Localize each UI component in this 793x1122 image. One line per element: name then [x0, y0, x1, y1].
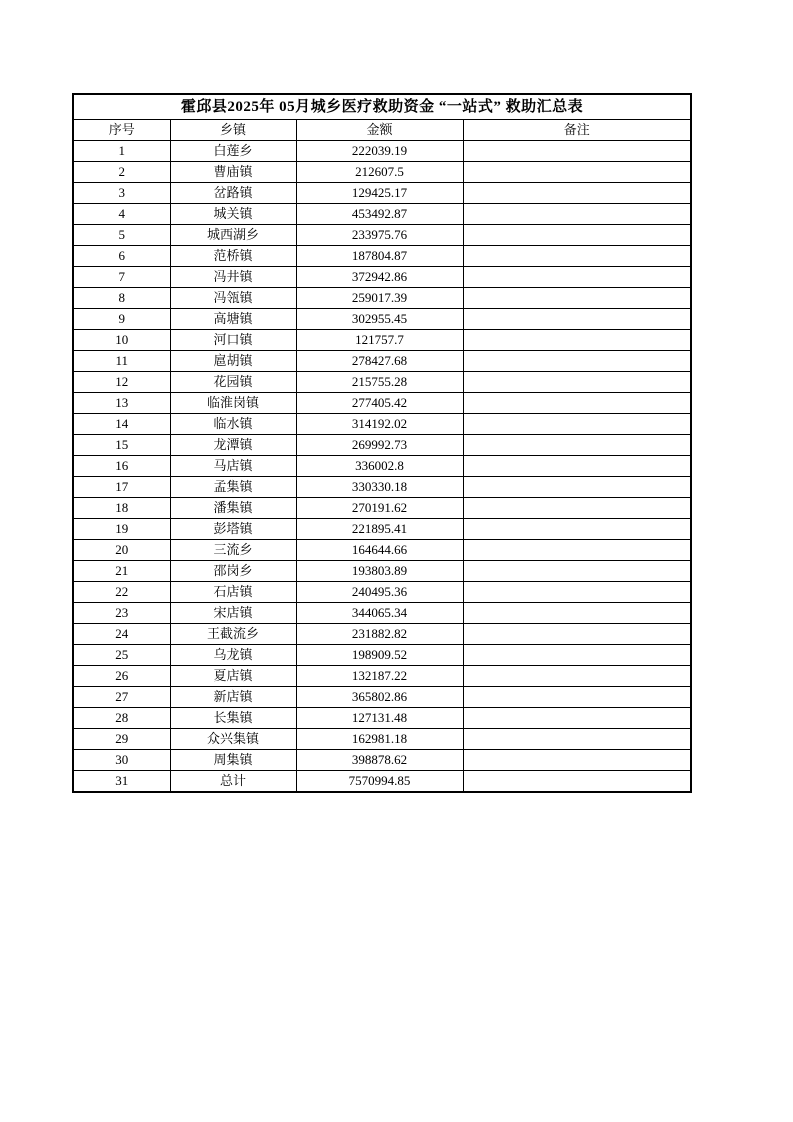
cell-township: 范桥镇 — [170, 246, 296, 267]
cell-no: 15 — [73, 435, 170, 456]
cell-remark — [463, 225, 691, 246]
cell-amount: 215755.28 — [296, 372, 463, 393]
cell-township: 孟集镇 — [170, 477, 296, 498]
table-row — [73, 351, 691, 372]
table-body — [73, 141, 691, 793]
cell-no: 23 — [73, 603, 170, 624]
cell-amount: 127131.48 — [296, 708, 463, 729]
cell-amount: 269992.73 — [296, 435, 463, 456]
cell-township: 新店镇 — [170, 687, 296, 708]
header-no: 序号 — [73, 120, 170, 141]
cell-amount: 372942.86 — [296, 267, 463, 288]
table-title-row — [73, 94, 691, 120]
cell-no: 24 — [73, 624, 170, 645]
cell-no: 21 — [73, 561, 170, 582]
table-row — [73, 183, 691, 204]
cell-no: 17 — [73, 477, 170, 498]
cell-no: 6 — [73, 246, 170, 267]
cell-township: 临淮岗镇 — [170, 393, 296, 414]
cell-township: 宋店镇 — [170, 603, 296, 624]
cell-amount: 302955.45 — [296, 309, 463, 330]
table-row — [73, 456, 691, 477]
table-row — [73, 519, 691, 540]
cell-amount: 259017.39 — [296, 288, 463, 309]
cell-no: 19 — [73, 519, 170, 540]
cell-remark — [463, 666, 691, 687]
table-row — [73, 141, 691, 162]
cell-no: 27 — [73, 687, 170, 708]
table-title: 霍邱县2025年 05月城乡医疗救助资金 “一站式” 救助汇总表 — [73, 94, 691, 120]
cell-remark — [463, 477, 691, 498]
cell-township: 冯瓴镇 — [170, 288, 296, 309]
cell-amount: 365802.86 — [296, 687, 463, 708]
cell-remark — [463, 456, 691, 477]
table-row — [73, 372, 691, 393]
cell-no: 4 — [73, 204, 170, 225]
header-remark: 备注 — [463, 120, 691, 141]
cell-remark — [463, 582, 691, 603]
cell-no: 7 — [73, 267, 170, 288]
table-header-row — [73, 120, 691, 141]
cell-remark — [463, 729, 691, 750]
cell-township: 花园镇 — [170, 372, 296, 393]
table-row — [73, 624, 691, 645]
table-row — [73, 729, 691, 750]
table-row — [73, 204, 691, 225]
cell-remark — [463, 330, 691, 351]
cell-remark — [463, 561, 691, 582]
cell-township: 总计 — [170, 771, 296, 793]
cell-remark — [463, 246, 691, 267]
cell-no: 1 — [73, 141, 170, 162]
cell-no: 2 — [73, 162, 170, 183]
cell-amount: 222039.19 — [296, 141, 463, 162]
table-row — [73, 687, 691, 708]
table-row — [73, 393, 691, 414]
cell-amount: 277405.42 — [296, 393, 463, 414]
cell-amount: 344065.34 — [296, 603, 463, 624]
cell-no: 28 — [73, 708, 170, 729]
header-amount: 金额 — [296, 120, 463, 141]
cell-amount: 164644.66 — [296, 540, 463, 561]
cell-township: 高塘镇 — [170, 309, 296, 330]
cell-no: 26 — [73, 666, 170, 687]
cell-amount: 132187.22 — [296, 666, 463, 687]
table-row — [73, 267, 691, 288]
cell-remark — [463, 498, 691, 519]
cell-remark — [463, 540, 691, 561]
cell-amount: 121757.7 — [296, 330, 463, 351]
cell-amount: 162981.18 — [296, 729, 463, 750]
table-row — [73, 540, 691, 561]
cell-remark — [463, 708, 691, 729]
cell-township: 夏店镇 — [170, 666, 296, 687]
cell-remark — [463, 771, 691, 793]
cell-no: 18 — [73, 498, 170, 519]
cell-no: 10 — [73, 330, 170, 351]
cell-amount: 187804.87 — [296, 246, 463, 267]
header-township: 乡镇 — [170, 120, 296, 141]
cell-no: 30 — [73, 750, 170, 771]
cell-amount: 198909.52 — [296, 645, 463, 666]
cell-no: 29 — [73, 729, 170, 750]
table-row — [73, 477, 691, 498]
cell-remark — [463, 645, 691, 666]
table-row — [73, 246, 691, 267]
cell-no: 25 — [73, 645, 170, 666]
cell-remark — [463, 750, 691, 771]
cell-township: 众兴集镇 — [170, 729, 296, 750]
cell-no: 14 — [73, 414, 170, 435]
cell-remark — [463, 288, 691, 309]
cell-amount: 7570994.85 — [296, 771, 463, 793]
cell-amount: 270191.62 — [296, 498, 463, 519]
cell-remark — [463, 624, 691, 645]
cell-township: 邵岗乡 — [170, 561, 296, 582]
cell-township: 马店镇 — [170, 456, 296, 477]
table-row — [73, 750, 691, 771]
cell-township: 曹庙镇 — [170, 162, 296, 183]
summary-table — [72, 93, 692, 793]
cell-remark — [463, 162, 691, 183]
table-row — [73, 771, 691, 793]
table-row — [73, 435, 691, 456]
cell-no: 3 — [73, 183, 170, 204]
cell-township: 城西湖乡 — [170, 225, 296, 246]
cell-township: 城关镇 — [170, 204, 296, 225]
cell-remark — [463, 687, 691, 708]
cell-remark — [463, 603, 691, 624]
cell-township: 三流乡 — [170, 540, 296, 561]
cell-no: 9 — [73, 309, 170, 330]
table-row — [73, 498, 691, 519]
cell-remark — [463, 519, 691, 540]
cell-amount: 278427.68 — [296, 351, 463, 372]
table-row — [73, 288, 691, 309]
cell-amount: 193803.89 — [296, 561, 463, 582]
cell-no: 8 — [73, 288, 170, 309]
cell-remark — [463, 393, 691, 414]
cell-remark — [463, 372, 691, 393]
table-row — [73, 561, 691, 582]
table-row — [73, 414, 691, 435]
cell-no: 11 — [73, 351, 170, 372]
cell-township: 王截流乡 — [170, 624, 296, 645]
cell-township: 乌龙镇 — [170, 645, 296, 666]
cell-township: 周集镇 — [170, 750, 296, 771]
cell-township: 扈胡镇 — [170, 351, 296, 372]
cell-amount: 212607.5 — [296, 162, 463, 183]
cell-remark — [463, 351, 691, 372]
cell-no: 13 — [73, 393, 170, 414]
table-row — [73, 225, 691, 246]
cell-township: 石店镇 — [170, 582, 296, 603]
table-row — [73, 309, 691, 330]
cell-remark — [463, 414, 691, 435]
cell-no: 31 — [73, 771, 170, 793]
cell-township: 白莲乡 — [170, 141, 296, 162]
cell-amount: 129425.17 — [296, 183, 463, 204]
cell-remark — [463, 435, 691, 456]
cell-amount: 453492.87 — [296, 204, 463, 225]
cell-remark — [463, 267, 691, 288]
cell-township: 彭塔镇 — [170, 519, 296, 540]
cell-township: 岔路镇 — [170, 183, 296, 204]
cell-no: 5 — [73, 225, 170, 246]
cell-township: 潘集镇 — [170, 498, 296, 519]
cell-township: 冯井镇 — [170, 267, 296, 288]
cell-township: 河口镇 — [170, 330, 296, 351]
table-row — [73, 603, 691, 624]
cell-no: 12 — [73, 372, 170, 393]
cell-amount: 398878.62 — [296, 750, 463, 771]
cell-remark — [463, 183, 691, 204]
cell-amount: 231882.82 — [296, 624, 463, 645]
cell-amount: 233975.76 — [296, 225, 463, 246]
cell-township: 长集镇 — [170, 708, 296, 729]
table-row — [73, 645, 691, 666]
cell-no: 16 — [73, 456, 170, 477]
cell-amount: 221895.41 — [296, 519, 463, 540]
cell-no: 20 — [73, 540, 170, 561]
cell-township: 龙潭镇 — [170, 435, 296, 456]
cell-remark — [463, 204, 691, 225]
table-row — [73, 666, 691, 687]
table-row — [73, 330, 691, 351]
table-row — [73, 582, 691, 603]
cell-amount: 330330.18 — [296, 477, 463, 498]
cell-township: 临水镇 — [170, 414, 296, 435]
table-row — [73, 162, 691, 183]
cell-remark — [463, 309, 691, 330]
table-row — [73, 708, 691, 729]
cell-amount: 336002.8 — [296, 456, 463, 477]
cell-amount: 240495.36 — [296, 582, 463, 603]
cell-amount: 314192.02 — [296, 414, 463, 435]
cell-no: 22 — [73, 582, 170, 603]
cell-remark — [463, 141, 691, 162]
